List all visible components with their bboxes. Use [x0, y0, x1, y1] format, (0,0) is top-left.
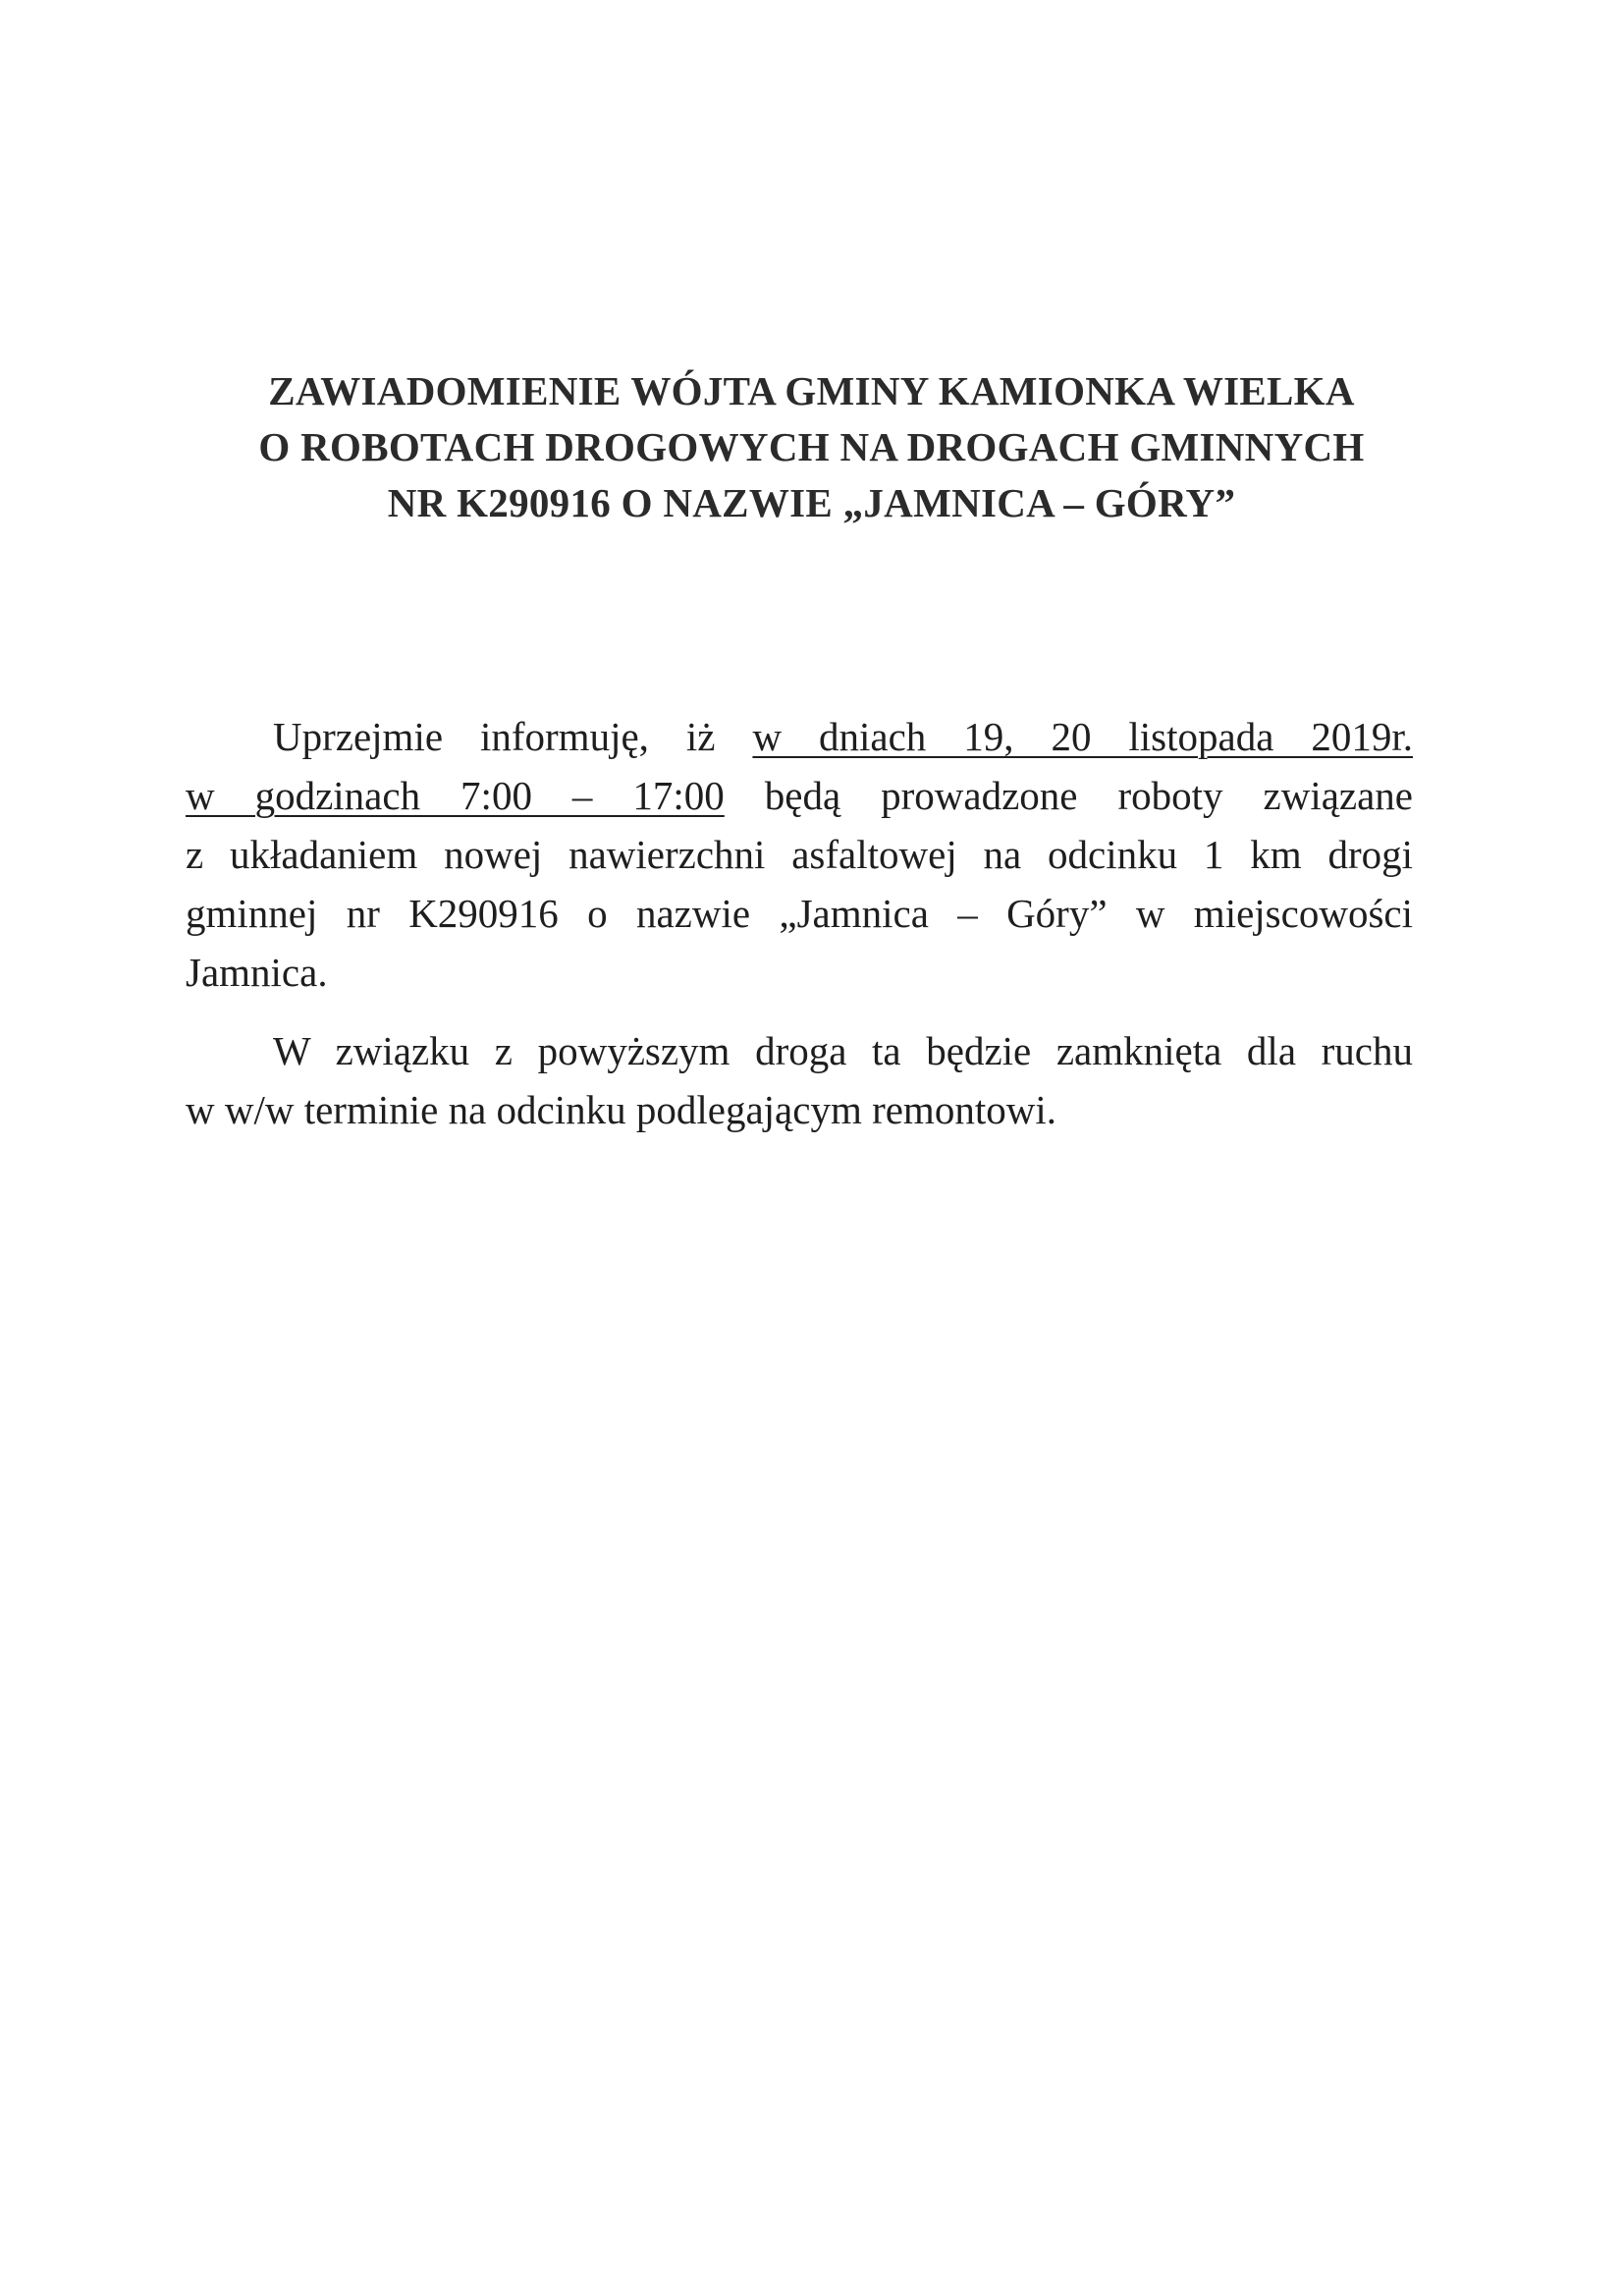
paragraph-1-line-3: z układaniem nowej nawierzchni asfaltowej na odcinku 1 km drogi — [186, 832, 1413, 877]
paragraph-1-line-5: Jamnica. — [186, 950, 328, 995]
paragraph-2-line-1: W związku z powyższym droga ta będzie zamknięta dla ruchu — [273, 1028, 1413, 1073]
paragraph-1-line-4: gminnej nr K290916 o nazwie „Jamnica – Góry” w miejscowości — [186, 891, 1413, 936]
notice-paragraph-1 — [186, 707, 1413, 1002]
paragraph-1-intro: Uprzejmie informuję, iż — [273, 714, 716, 759]
notice-heading — [147, 363, 1476, 531]
paragraph-1-works: będą prowadzone roboty związane — [764, 773, 1413, 818]
heading-line-2: O ROBOTACH DROGOWYCH NA DROGACH GMINNYCH — [258, 424, 1365, 469]
notice-paragraph-2 — [186, 1021, 1413, 1139]
paragraph-1-line-2 — [186, 766, 1413, 825]
heading-line-1: ZAWIADOMIENIE WÓJTA GMINY KAMIONKA WIELKA — [268, 368, 1355, 413]
paragraph-1-line-1 — [186, 707, 1413, 766]
heading-line-3: NR K290916 O NAZWIE „JAMNICA – GÓRY” — [387, 480, 1236, 525]
paragraph-1-hours: w godzinach 7:00 – 17:00 — [186, 773, 725, 818]
paragraph-2-line-2: w w/w terminie na odcinku podlegającym remontowi. — [186, 1087, 1056, 1132]
paragraph-1-dates: w dniach 19, 20 listopada 2019r. — [752, 714, 1414, 759]
